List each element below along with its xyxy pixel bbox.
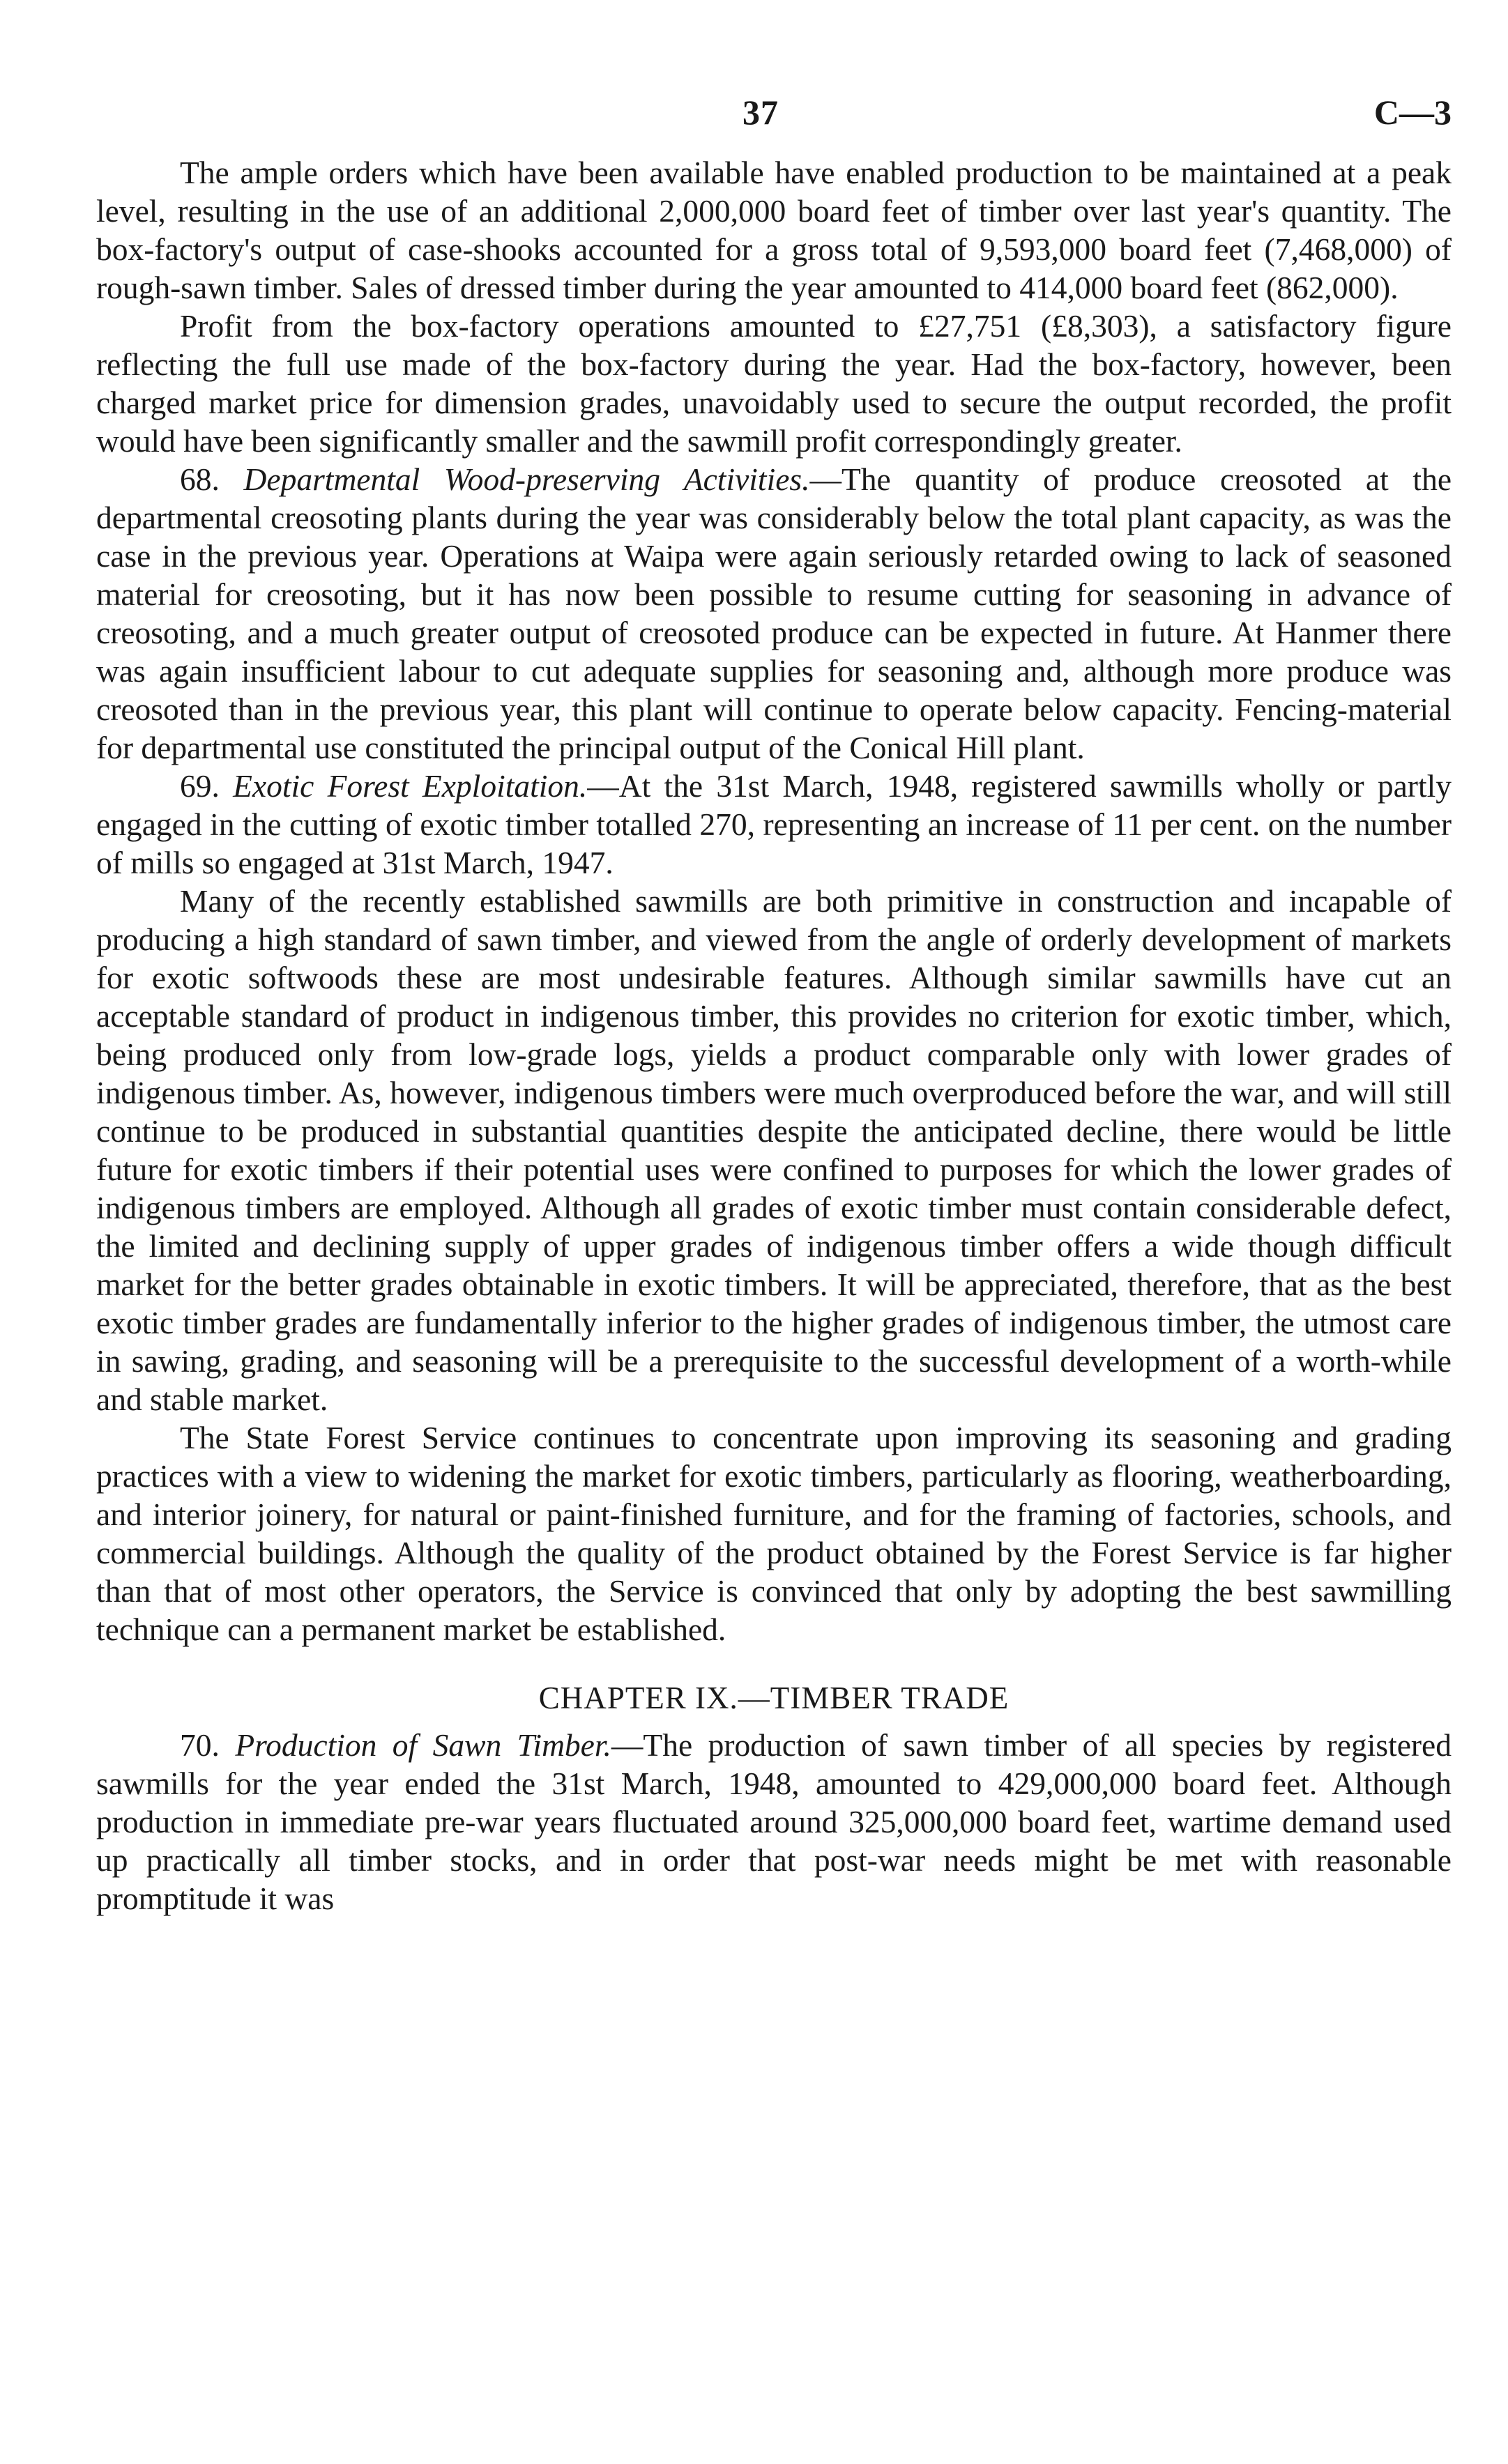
section-70-sawn-timber [96,1726,1452,1918]
body-text [96,153,1452,1918]
chapter-heading: CHAPTER IX.—TIMBER TRADE [538,1681,1010,1715]
page-header [96,84,1452,153]
paragraph-text: Profit from the box-factory operations amounted to £27,751 (£8,303), a satisfactory figure reflecting the full use made of the box-factory during the year. Had the box-factory, however, been charged market price for dimension grades, unavoidably used to secure the output recorded, the profit would have been significantly smaller and the sawmill profit correspondingly greater. [96,308,1452,459]
section-68-wood-preserving [96,460,1452,767]
paragraph-text: —The production of sawn timber of all species by registered sawmills for the year ended the 31st March, 1948, amounted to 429,000,000 board feet. Although production in immediate pre-war years fluctuated around 325,000,000 board feet, wartime demand used up practically all timber stocks, and in order that post-war needs might be met with reasonable promptitude it was [96,1727,1452,1916]
document-page [96,84,1452,1918]
paragraph-box-factory-output [96,153,1452,307]
section-heading: Exotic Forest Exploitation. [233,768,588,804]
paragraph-recent-sawmills [96,882,1452,1418]
paragraph-state-forest-service [96,1418,1452,1648]
section-number: 69. [180,768,220,804]
paragraph-text: —The quantity of produce creosoted at the departmental creosoting plants during the year was considerably below the total plant capacity, as was the case in the previous year. Operations at Waipa were again seriously retarded owing to lack of seasoned material for creosoting, but it has now been possible to resume cutting for seasoning in advance of creosoting, and a much greater output of creosoted produce can be expected in future. At Hanmer there was again insufficient labour to cut adequate supplies for seasoning and, although more produce was creosoted than in the previous year, this plant will continue to operate below capacity. Fencing-material for departmental use constituted the principal output of the Conical Hill plant. [96,461,1452,765]
series-mark: C—3 [1373,93,1452,132]
section-heading: Departmental Wood-preserving Activities. [243,461,810,497]
paragraph-text: —At the 31st March, 1948, registered sawmills wholly or partly engaged in the cutting of exotic timber totalled 270, representing an increase of 11 per cent. on the number of mills so engaged at 31st March, 1947. [96,768,1452,880]
paragraph-text: The State Forest Service continues to concentrate upon improving its seasoning and grading practices with a view to widening the market for exotic timbers, particularly as flooring, weatherboarding, and interior joinery, for natural or paint-finished furniture, and for the framing of factories, schools, and commercial buildings. Although the quality of the product obtained by the Forest Service is far higher than that of most other operators, the Service is convinced that only by adopting the best sawmilling technique can a permanent market be established. [96,1420,1452,1647]
paragraph-box-factory-profit [96,307,1452,460]
paragraph-text: Many of the recently established sawmills are both primitive in construction and incapable of producing a high standard of sawn timber, and viewed from the angle of orderly development of markets for exotic softwoods these are most undesirable features. Although similar sawmills have cut an acceptable standard of product in indigenous timber, this provides no criterion for exotic timber, which, being produced only from low-grade logs, yields a product comparable only with lower grades of indigenous timber. As, however, indigenous timbers were much overproduced before the war, and will still continue to be produced in substantial quantities despite the anticipated decline, there would be little future for exotic timbers if their potential uses were confined to purposes for which the lower grades of indigenous timbers are employed. Although all grades of exotic timber must contain considerable defect, the limited and declining supply of upper grades of indigenous timber offers a wide though difficult market for the better grades obtainable in exotic timbers. It will be appreciated, therefore, that as the best exotic timber grades are fundamentally inferior to the higher grades of indigenous timber, the utmost care in sawing, grading, and seasoning will be a prerequisite to the successful development of a worth-while and stable market. [96,883,1452,1417]
section-number: 68. [180,461,220,497]
paragraph-text: The ample orders which have been available have enabled production to be maintained at a peak level, resulting in the use of an additional 2,000,000 board feet of timber over last year's quantity. The box-factory's output of case-shooks accounted for a gross total of 9,593,000 board feet (7,468,000) of rough-sawn timber. Sales of dressed timber during the year amounted to 414,000 board feet (862,000). [96,155,1452,305]
section-number: 70. [180,1727,220,1763]
section-69-exotic-forest [96,767,1452,882]
section-heading: Production of Sawn Timber. [235,1727,611,1763]
page-number: 37 [742,93,779,132]
